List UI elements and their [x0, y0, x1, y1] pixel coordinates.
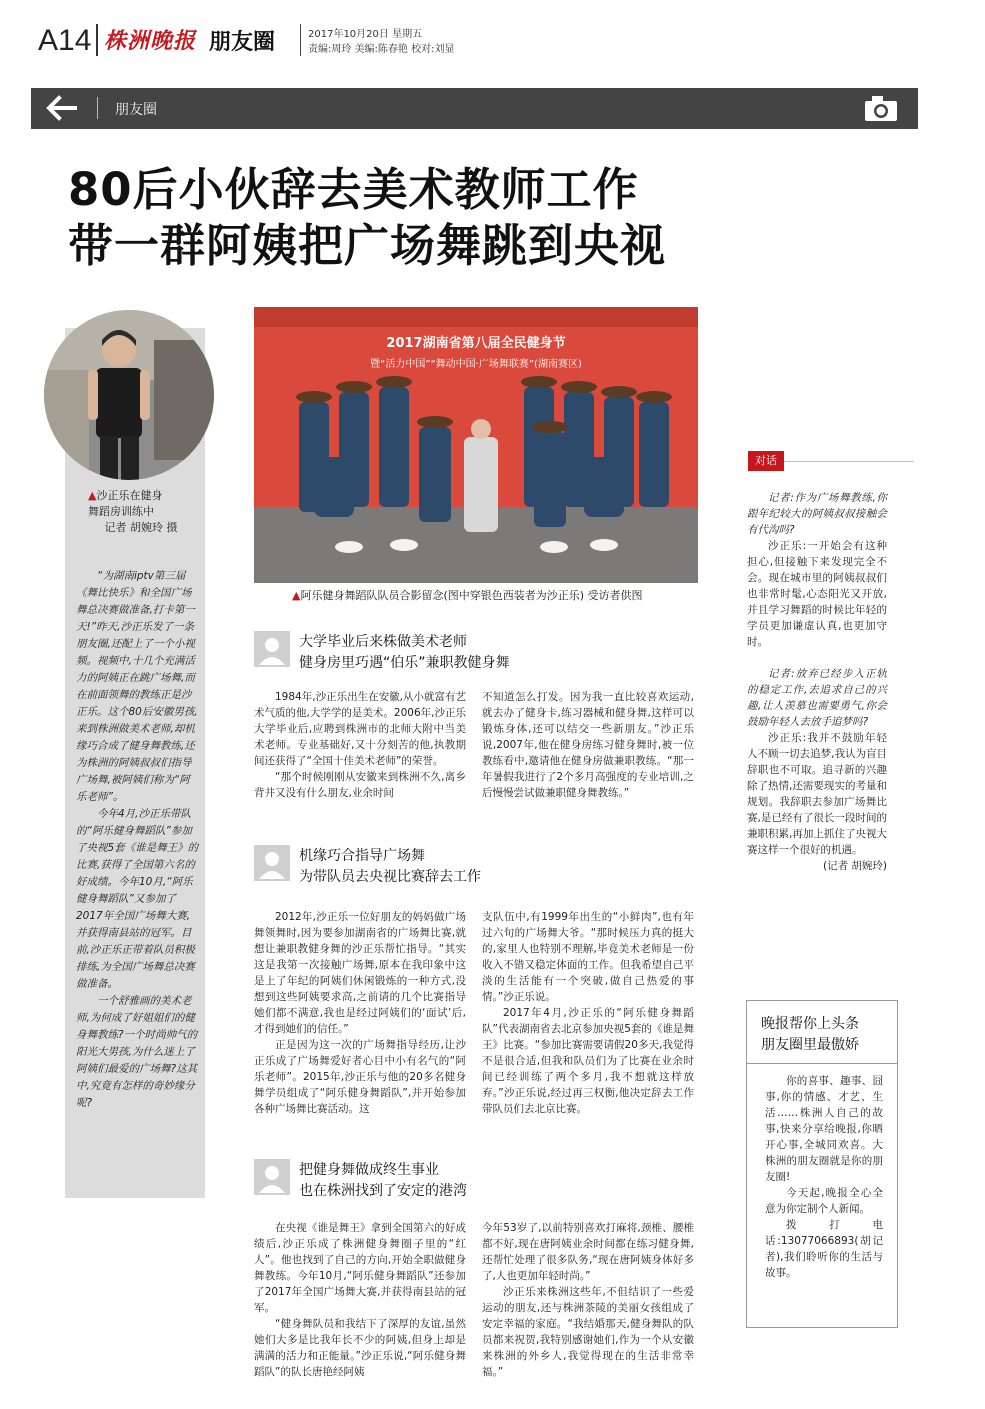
newspaper-logo: 株洲晚报	[104, 28, 197, 54]
section-1-col-2	[482, 689, 694, 801]
section-2-title-2: 为带队员去央视比赛辞去工作	[299, 869, 481, 885]
dialog-question: 记者:作为广场舞教练,你跟年纪较大的阿姨叔叔接触会有代沟吗?	[747, 492, 887, 536]
dialog-question: 记者:放弃已经步入正轨的稳定工作,去追求自己的兴趣,让人羡慕也需要勇气,你会鼓励年轻人去放手追梦吗?	[747, 668, 887, 728]
promo-title-1: 晚报帮你上头条	[761, 1016, 859, 1032]
dialog-rule	[784, 461, 914, 462]
intro-text	[76, 568, 200, 1112]
body-paragraph: 1984年,沙正乐出生在安徽,从小就富有艺术气质的他,大学学的是美术。2006年,沙正乐大学毕业后,应聘到株洲市的北师大附中当美术老师。专业基础好,又十分刻苦的他,执教期间还获得了“全国十佳美术老师”的荣誉。	[254, 691, 466, 767]
body-paragraph: 支队伍中,有1999年出生的“小鲜肉”,也有年过六旬的广场舞大爷。“那时候压力真的挺大的,家里人也特别不理解,毕竟美术老师是一份收入不错又稳定体面的工作。但我希望自己平淡的生活能有一个突破,做自己热爱的事情。”沙正乐说。	[482, 911, 694, 1003]
body-paragraph: 沙正乐来株洲这些年,不但结识了一些爱运动的朋友,还与株洲茶陵的美丽女孩组成了安定幸福的家庭。“我结婚那天,健身舞队的队员都来祝贺,我特别感谢她们,作为一个从安徽来株洲的外乡人,我觉得现在的生活非常幸福。”	[482, 1286, 694, 1378]
portrait-caption-credit: 记者 胡婉玲 摄	[104, 521, 178, 534]
headline-line-1: 80后小伙辞去美术教师工作	[68, 163, 639, 216]
section-3-title-2: 也在株洲找到了安定的港湾	[299, 1183, 467, 1199]
caption-triangle-icon: ▲	[292, 589, 301, 602]
masthead-divider-2	[300, 24, 301, 56]
topbar-label: 朋友圈	[115, 102, 157, 118]
section-2-heading	[254, 845, 694, 889]
section-1-col-1	[254, 689, 466, 801]
body-paragraph: “那个时候刚刚从安徽来到株洲不久,离乡背井又没有什么朋友,业余时间	[254, 771, 466, 799]
portrait-caption	[88, 488, 200, 536]
promo-paragraph: 今天起,晚报全心全意为你定制个人新闻。	[765, 1187, 883, 1215]
staff-line: 责编:周玲 美编:陈春艳 校对:刘显	[308, 44, 455, 55]
caption-triangle-icon: ▲	[88, 489, 97, 502]
date-line: 2017年10月20日 星期五	[308, 29, 423, 40]
intro-paragraph: 一个舒雅画的美术老师,为何成了好姐姐们的健身舞教练?一个时尚帅气的阳光大男孩,为什么迷上了阿姨们最爱的广场舞?这其中,究竟有怎样的奇妙缘分呢?	[76, 995, 198, 1109]
section-2-title-1: 机缘巧合指导广场舞	[299, 848, 425, 864]
dialog-text	[747, 490, 887, 874]
portrait-photo	[44, 310, 214, 480]
intro-paragraph: “为湖南iptv第三届《舞比快乐》和全国广场舞总决赛做准备,打卡第一天!”昨天,沙正乐发了一条朋友圈,还配上了一个小视频。视频中,十几个充满活力的阿姨正在跳广场舞,而在前面领舞的教练正是沙正乐。这个80后安徽男孩,来到株洲做美术老师,却机缘巧合成了健身舞教练,还为株洲的阿姨叔叔们指导广场舞,被阿姨们称为“阿乐老师”。	[76, 570, 198, 803]
body-paragraph: 今年53岁了,以前特别喜欢打麻将,颈椎、腰椎都不好,现在唐阿姨业余时间都在练习健身舞,还帮忙处理了很多队务,“现在唐阿姨身体好多了,人也更加年轻时尚。”	[482, 1222, 694, 1282]
photo-caption-text: 阿乐健身舞蹈队队员合影留念(图中穿银色西装者为沙正乐) 受访者供图	[300, 589, 643, 602]
section-2-col-1	[254, 909, 466, 1117]
dialog-answer: 沙正乐:我并不鼓励年轻人不顾一切去追梦,我认为盲目辞职也不可取。追寻新的兴趣除了热情,还需要现实的考量和规划。我辞职去参加广场舞比赛,是已经有了很长一段时间的兼职积累,再加上抓住了央视大赛这样一个很好的机遇。	[747, 732, 887, 856]
masthead-divider	[96, 24, 98, 56]
section-2-col-2	[482, 909, 694, 1117]
back-arrow-icon[interactable]	[45, 94, 77, 122]
body-paragraph: 在央视《谁是舞王》拿到全国第六的好成绩后,沙正乐成了株洲健身舞圈子里的“红人”。他也找到了自己的方向,开始全职做健身舞教练。今年10月,“阿乐健身舞蹈队”还参加了2017年全国广场舞大赛,并获得南县站的冠军。	[254, 1222, 466, 1314]
camera-icon[interactable]	[864, 95, 898, 122]
promo-title-2: 朋友圈里最傲娇	[761, 1037, 859, 1053]
intro-paragraph: 今年4月,沙正乐带队的“阿乐健身舞蹈队”参加了央视5套《谁是舞王》的比赛,获得了全国第六名的好成绩。今年10月,“阿乐健身舞蹈队”又参加了2017年全国广场舞大赛,并获得南县站的冠军。目前,沙正乐正带着队员积极排练,为全国广场舞总决赛做准备。	[76, 808, 199, 990]
dialog-answer: 沙正乐:一开始会有这种担心,但接触下来发现完全不会。现在城市里的阿姨叔叔们也非常时髦,心态阳光又开放,并且学习舞蹈的时候比年轻的学员更加谦虚认真,也更加守时。	[747, 540, 887, 648]
dialog-tag: 对话	[748, 451, 784, 471]
section-1-title-1: 大学毕业后来株做美术老师	[299, 634, 467, 650]
section-3-col-2	[482, 1220, 694, 1380]
dialog-byline: (记者 胡婉玲)	[822, 860, 887, 872]
section-title: 朋友圈	[209, 30, 276, 55]
photo-banner-line-2: 暨“活力中国”“舞动中国·广场舞联赛”(湖南赛区)	[370, 359, 582, 370]
avatar-placeholder-icon	[254, 845, 290, 881]
topbar-divider	[97, 97, 98, 119]
page-number: A14	[38, 24, 92, 57]
section-3-title-1: 把健身舞做成终生事业	[299, 1162, 439, 1178]
photo-caption	[292, 587, 702, 603]
photo-banner-line-1: 2017湖南省第八届全民健身节	[386, 336, 566, 351]
group-photo	[254, 307, 698, 583]
headline-line-2: 带一群阿姨把广场舞跳到央视	[68, 219, 667, 272]
promo-box	[746, 1000, 898, 1328]
avatar-placeholder-icon	[254, 631, 290, 667]
avatar-placeholder-icon	[254, 1159, 290, 1195]
body-paragraph: 不知道怎么打发。因为我一直比较喜欢运动,就去办了健身卡,练习器械和健身舞,这样可以锻炼身体,还可以结交一些新朋友。”沙正乐说,2007年,他在健身房练习健身舞时,被一位教练看中,邀请他在健身房做兼职教练。“那一年暑假我进行了2个多月高强度的专业培训,之后慢慢尝试做兼职健身舞教练。”	[482, 691, 694, 799]
body-paragraph: 2017年4月,沙正乐的“阿乐健身舞蹈队”代表湖南省去北京参加央视5套的《谁是舞王》比赛。“参加比赛需要请假20多天,我觉得不是很合适,但我和队员们为了比赛在业余时间已经训练了两个多月,我不想就这样放弃。”沙正乐说,经过再三权衡,他决定辞去工作带队员们去北京比赛。	[482, 1007, 694, 1115]
section-topbar	[31, 88, 918, 129]
portrait-caption-line-2: 舞蹈房训练中	[88, 505, 154, 518]
body-paragraph: 正是因为这一次的广场舞指导经历,让沙正乐成了广场舞爱好者心目中小有名气的“阿乐老师”。2015年,沙正乐与他的20多名健身舞学员组成了“阿乐健身舞蹈队”,并开始参加各种广场舞比赛活动。这	[254, 1039, 466, 1115]
portrait-caption-line-1: 沙正乐在健身	[96, 489, 163, 502]
promo-rule	[747, 1063, 897, 1064]
body-paragraph: 2012年,沙正乐一位好朋友的妈妈做广场舞领舞时,因为要参加湖南省的广场舞比赛,就想让兼职教健身舞的沙正乐帮忙指导。“其实这是我第一次接触广场舞,原本在我印象中这是上了年纪的阿姨们休闲锻炼的一种方式,没想到这些阿姨要求高,之前请的几个比赛指导她们都不满意,我也是经过阿姨们的‘面试’后,才得到她们的信任。”	[254, 911, 466, 1035]
promo-body	[765, 1073, 883, 1281]
promo-paragraph: 拨打电话:13077066893(胡记者),我们聆听你的生活与故事。	[765, 1219, 883, 1279]
body-paragraph: “健身舞队员和我结下了深厚的友谊,虽然她们大多是比我年长不少的阿姨,但身上却是满满的活力和正能量。”沙正乐说,“阿乐健身舞蹈队”的队长唐艳经阿姨	[254, 1318, 466, 1378]
section-3-heading	[254, 1159, 694, 1203]
section-1-title-2: 健身房里巧遇“伯乐”兼职教健身舞	[299, 655, 510, 671]
section-3-col-1	[254, 1220, 466, 1380]
promo-paragraph: 你的喜事、趣事、囧事,你的情感、才艺、生活……株洲人自己的故事,快来分享给晚报,你晒开心事,全城同欢喜。大株洲的朋友圈就是你的朋友圈!	[765, 1075, 883, 1183]
section-1-heading	[254, 631, 694, 675]
